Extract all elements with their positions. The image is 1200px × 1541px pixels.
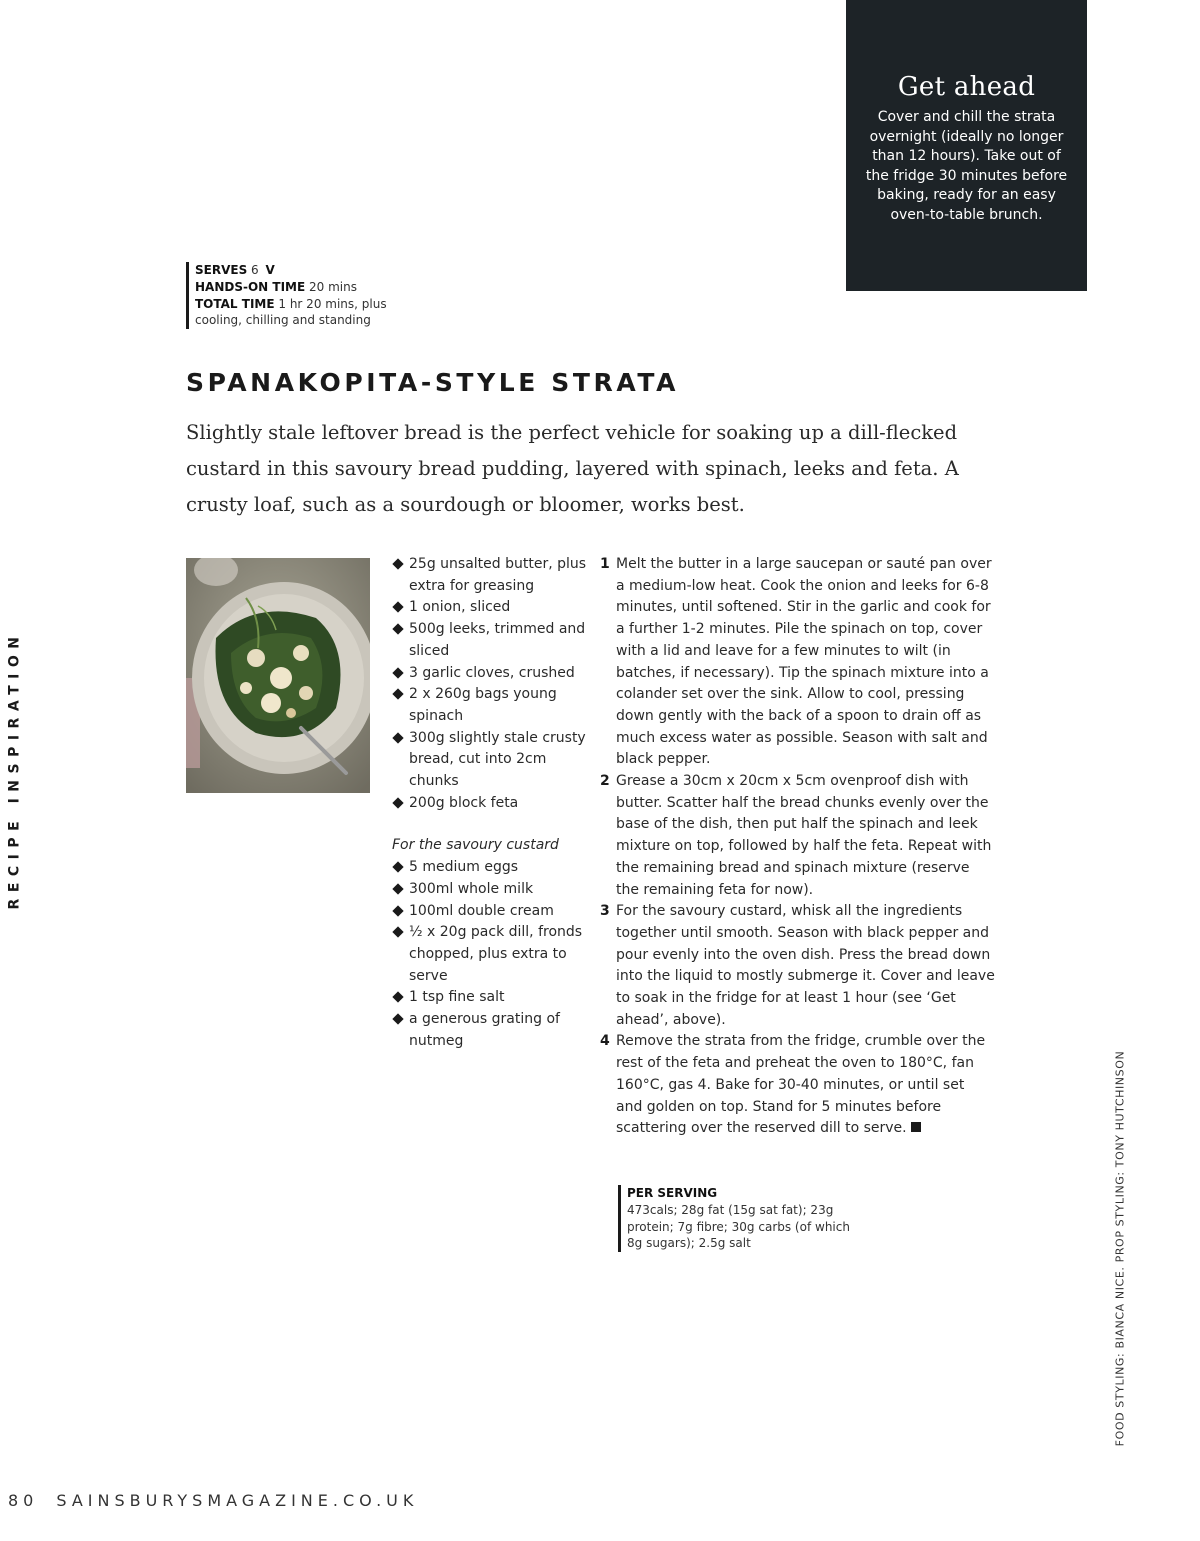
credits-text: FOOD STYLING: BIANCA NICE. PROP STYLING: TONY HUTCHINSON xyxy=(1113,1050,1127,1446)
section-label-text: RECIPE INSPIRATION xyxy=(6,630,23,910)
hands-on-value: 20 mins xyxy=(309,279,357,294)
get-ahead-box xyxy=(846,0,1087,291)
step-text: Melt the butter in a large saucepan or sauté pan over a medium-low heat. Cook the onion and leeks for 6-8 minutes, until softened. Stir in the garlic and cook for a further 1-2 minutes. Pile the spinach on top, cover with a lid and leave for a few minutes to wilt (in batches, if necessary). Tip the spinach mixture into a colander set over the sink. Allow to cool, pressing down gently with the back of a spoon to drain off as much excess water as possible. Season with salt and black pepper. xyxy=(616,556,992,768)
serves-label: SERVES xyxy=(195,263,248,277)
ingredient-item: 500g leeks, trimmed and sliced xyxy=(392,619,587,662)
styling-credits xyxy=(1106,1036,1134,1460)
ingredient-item: ½ x 20g pack dill, fronds chopped, plus extra to serve xyxy=(392,922,587,987)
nutrition-text: 473cals; 28g fat (15g sat fat); 23g protein; 7g fibre; 30g carbs (of which 8g sugars); 2.5g salt xyxy=(627,1202,850,1251)
step-text: For the savoury custard, whisk all the ingredients together until smooth. Season with black pepper and pour evenly into the oven dish. Press the bread down into the liquid to mostly submerge it. Cover and leave to soak in the fridge for at least 1 hour (see ‘Get ahead’, above). xyxy=(616,903,995,1028)
ingredients-list xyxy=(392,554,587,1052)
section-label xyxy=(0,612,28,928)
step-number: 4 xyxy=(600,1033,610,1050)
step-number: 2 xyxy=(600,773,610,790)
step-number: 3 xyxy=(600,903,610,920)
ingredient-item: 1 onion, sliced xyxy=(392,597,587,619)
plated-strata-image xyxy=(186,558,370,793)
serves-value: 6 xyxy=(251,263,259,277)
step-text: Grease a 30cm x 20cm x 5cm ovenproof dish with butter. Scatter half the bread chunks evenly over the base of the dish, then put half the spinach and leek mixture on top, followed by half the feta. Repeat with the remaining bread and spinach mixture (reserve the remaining feta for now). xyxy=(616,773,992,898)
nutrition-info xyxy=(618,1185,857,1252)
ingredient-item: 25g unsalted butter, plus extra for greasing xyxy=(392,554,587,597)
serves-line xyxy=(195,262,435,279)
method-steps xyxy=(600,554,995,1140)
ingredient-item: 3 garlic cloves, crushed xyxy=(392,663,587,685)
ingredient-item: 300g slightly stale crusty bread, cut into 2cm chunks xyxy=(392,728,587,793)
get-ahead-heading: Get ahead xyxy=(897,72,1036,102)
ingredient-item: 200g block feta xyxy=(392,793,587,815)
custard-subheading: For the savoury custard xyxy=(392,837,559,854)
get-ahead-text: Cover and chill the strata overnight (ideally no longer than 12 hours). Take out of the fridge 30 minutes before baking, ready for an easy oven-to-table brunch. xyxy=(865,109,1068,223)
recipe-intro: Slightly stale leftover bread is the perfect vehicle for soaking up a dill-flecked custard in this savoury bread pudding, layered with spinach, leeks and feta. A crusty loaf, such as a sourdough or bloomer, works best. xyxy=(186,421,959,516)
nutrition-heading: PER SERVING xyxy=(627,1186,718,1200)
ingredient-item: 5 medium eggs xyxy=(392,857,587,879)
end-mark-icon xyxy=(911,1122,921,1132)
ingredient-item: 1 tsp fine salt xyxy=(392,987,587,1009)
hands-on-line xyxy=(195,279,435,296)
ingredient-item: a generous grating of nutmeg xyxy=(392,1009,587,1052)
recipe-title: SPANAKOPITA-STYLE STRATA xyxy=(186,368,680,397)
ingredient-item: 300ml whole milk xyxy=(392,879,587,901)
recipe-meta xyxy=(186,262,435,329)
total-time-line xyxy=(195,296,435,330)
magazine-url: SAINSBURYSMAGAZINE.CO.UK xyxy=(56,1491,419,1510)
total-time-label: TOTAL TIME xyxy=(195,296,275,311)
step-text: Remove the strata from the fridge, crumble over the rest of the feta and preheat the oven to 180°C, fan 160°C, gas 4. Bake for 30-40 minutes, or until set and golden on top. Stand for 5 minutes before scattering over the reserved dill to serve. xyxy=(616,1033,986,1137)
ingredient-item: 2 x 260g bags young spinach xyxy=(392,684,587,727)
method-step xyxy=(600,771,995,901)
method-step xyxy=(600,901,995,1031)
method-step xyxy=(600,1031,995,1140)
page-footer xyxy=(8,1491,418,1510)
step-number: 1 xyxy=(600,556,610,572)
ingredient-item: 100ml double cream xyxy=(392,901,587,923)
main-ingredients xyxy=(392,554,587,814)
page-number: 80 xyxy=(8,1491,39,1510)
total-time-value: 1 hr 20 mins, plus cooling, chilling and standing xyxy=(195,296,387,328)
custard-ingredients xyxy=(392,857,587,1052)
hands-on-label: HANDS-ON TIME xyxy=(195,279,306,294)
strata-photo xyxy=(186,558,370,793)
vegetarian-mark: V xyxy=(265,263,275,277)
method-step xyxy=(600,554,995,771)
